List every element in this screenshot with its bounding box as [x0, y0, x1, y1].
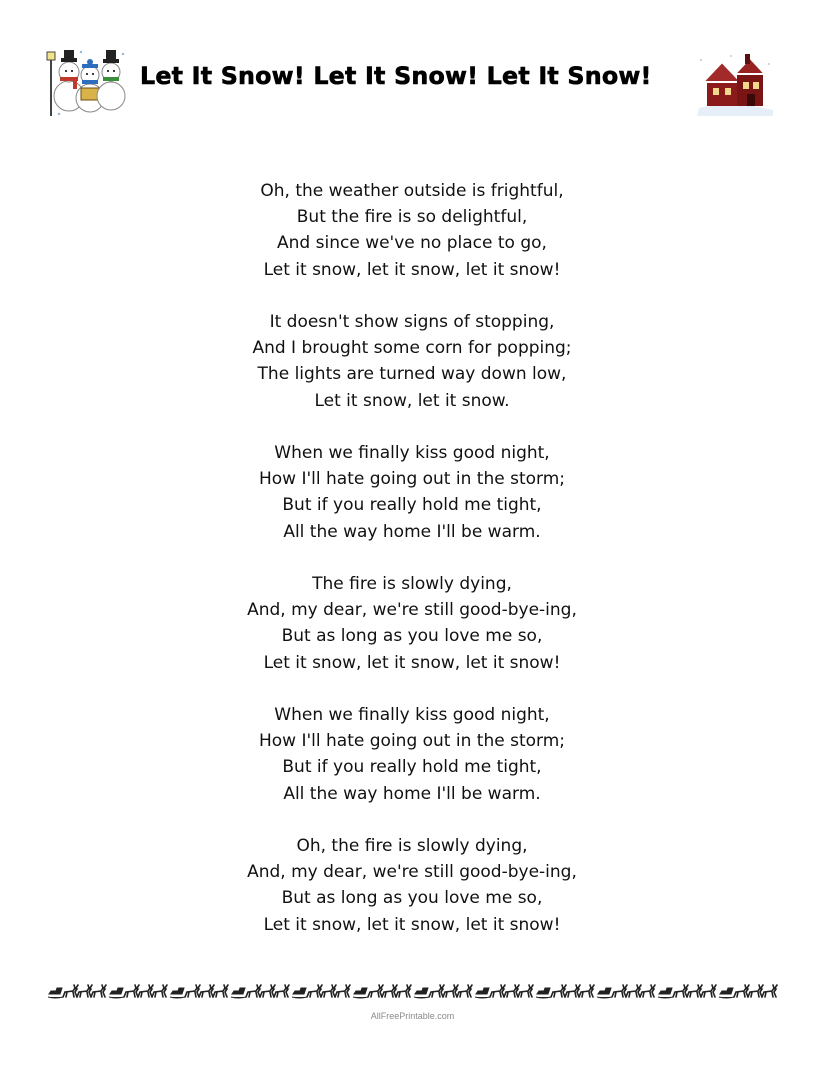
lyric-line: When we finally kiss good night,: [274, 705, 550, 725]
lyric-line: And since we've no place to go,: [277, 233, 547, 254]
lyric-line: When we finally kiss good night,: [274, 443, 550, 463]
sleigh-reindeer-motif: [353, 985, 411, 998]
lyric-line: How I'll hate going out in the storm;: [259, 469, 565, 490]
stanza-3: [112, 440, 712, 545]
stanza-6: [112, 833, 712, 938]
lyrics-body: [112, 178, 712, 964]
sleigh-reindeer-motif: [658, 985, 716, 998]
lyric-line: And, my dear, we're still good-bye-ing,: [247, 862, 577, 883]
lyric-line: The lights are turned way down low,: [257, 364, 567, 385]
lyric-line: Oh, the fire is slowly dying,: [296, 836, 528, 856]
sleigh-reindeer-motif: [475, 985, 533, 998]
lyric-line: Let it snow, let it snow, let it snow!: [263, 914, 561, 935]
lyric-line: It doesn't show signs of stopping,: [269, 312, 555, 332]
sleigh-reindeer-motif: [109, 985, 167, 998]
sleigh-reindeer-motif: [414, 985, 472, 998]
lyric-line: But if you really hold me tight,: [282, 757, 542, 778]
lyric-line: But as long as you love me so,: [281, 888, 543, 909]
sleigh-reindeer-motif: [231, 985, 289, 998]
stanza-1: [112, 178, 712, 283]
lyric-line: Let it snow, let it snow.: [314, 390, 510, 411]
reindeer-sleigh-border: [48, 982, 780, 1002]
snowy-red-house-icon: [693, 50, 777, 116]
sleigh-reindeer-motif: [292, 985, 350, 998]
sleigh-reindeer-motif: [170, 985, 228, 998]
lyric-line: And I brought some corn for popping;: [252, 338, 572, 359]
lyric-line: How I'll hate going out in the storm;: [259, 731, 565, 752]
lyric-line: Oh, the weather outside is frightful,: [260, 181, 564, 201]
lyric-line: And, my dear, we're still good-bye-ing,: [247, 600, 577, 621]
stanza-4: [112, 571, 712, 676]
page-title: Let It Snow! Let It Snow! Let It Snow!: [140, 62, 652, 90]
lyric-line: All the way home I'll be warm.: [283, 783, 541, 804]
stanza-5: [112, 702, 712, 807]
lyric-line: Let it snow, let it snow, let it snow!: [263, 259, 561, 280]
sleigh-reindeer-motif: [48, 985, 106, 998]
sleigh-reindeer-motif: [597, 985, 655, 998]
lyric-line: The fire is slowly dying,: [312, 574, 512, 594]
footer-site-credit: AllFreePrintable.com: [370, 1011, 455, 1021]
lyric-line: All the way home I'll be warm.: [283, 521, 541, 542]
lyric-line: But if you really hold me tight,: [282, 495, 542, 516]
sleigh-reindeer-motif: [719, 985, 777, 998]
lyric-line: Let it snow, let it snow, let it snow!: [263, 652, 561, 673]
sleigh-reindeer-motif: [536, 985, 594, 998]
snowmen-carolers-icon: [45, 44, 127, 118]
stanza-2: [112, 309, 712, 414]
lyric-line: But the fire is so delightful,: [296, 207, 528, 228]
page-header: [0, 0, 825, 130]
lyric-line: But as long as you love me so,: [281, 626, 543, 647]
